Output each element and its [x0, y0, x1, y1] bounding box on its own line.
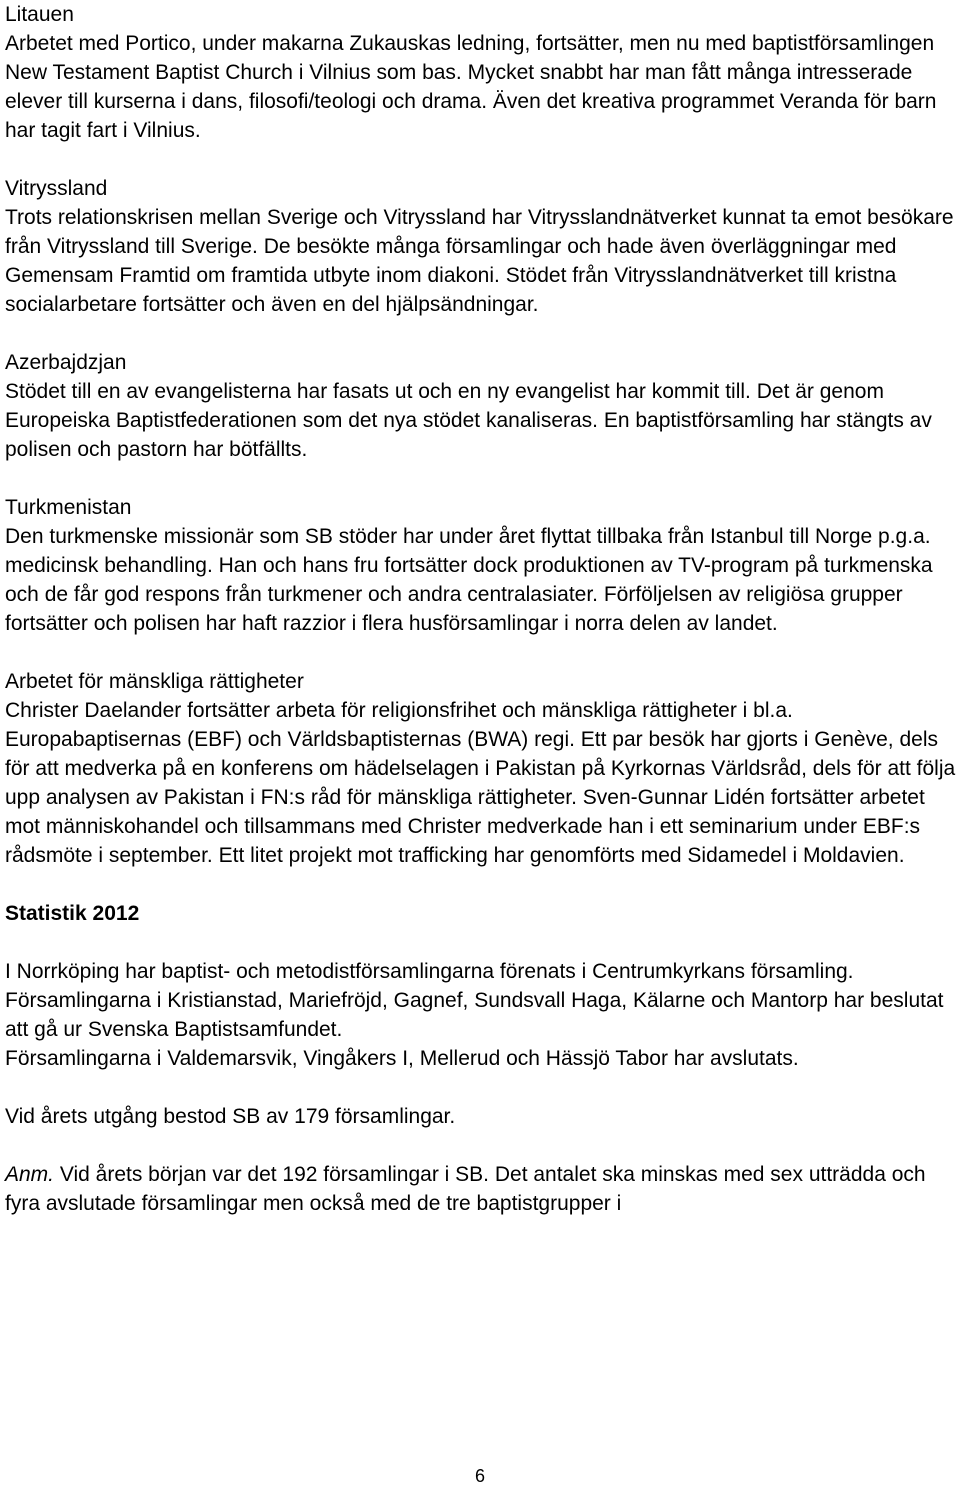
section-body: [5, 696, 957, 870]
note-text: Vid årets början var det 192 församlingar i SB. Det antalet ska minskas med sex utträdda och fyra avslutade församlingar men också med de tre baptistgrupper i: [5, 1163, 926, 1215]
section-heading: Turkmenistan: [5, 496, 132, 519]
statistik-paragraph: Församlingarna i Valdemarsvik, Vingåkers I, Mellerud och Hässjö Tabor har avslutats.: [5, 1047, 799, 1070]
section-litauen: [5, 0, 957, 145]
statistik-paragraph: Församlingarna i Kristianstad, Mariefröjd, Gagnef, Sundsvall Haga, Kälarne och Mantorp har beslutat att gå ur Svenska Baptistsamfundet.: [5, 989, 944, 1041]
section-paragraph: Den turkmenske missionär som SB stöder har under året flyttat tillbaka från Istanbul till Norge p.g.a. medicinsk behandling. Han och hans fru fortsätter dock produktionen av TV-program på turkmenska och de får god respons från turkmener och andra centralasiater. Förföljelsen av religiösa grupper fortsätter och polisen har haft razzior i flera husförsamlingar i norra delen av landet.: [5, 525, 933, 635]
section-paragraph: Christer Daelander fortsätter arbeta för religionsfrihet och mänskliga rättigheter i bl.a. Europabaptisernas (EBF) och Världsbaptisternas (BWA) regi. Ett par besök har gjorts i Genève, dels för att medverka på en konferens om hädelselagen i Pakistan på Kyrkornas Världsråd, dels för att följa upp analysen av Pakistan i FN:s råd för mänskliga rättigheter. Sven-Gunnar Lidén fortsätter arbetet mot människohandel och tillsammans med Christer medverkade han i ett seminarium under EBF:s rådsmöte i september. Ett litet projekt mot trafficking har genomförts med Sidamedel i Moldavien.: [5, 699, 956, 867]
statistik-heading: Statistik 2012: [5, 902, 140, 925]
section-body: [5, 29, 957, 145]
statistik-paragraph: I Norrköping har baptist- och metodistförsamlingarna förenats i Centrumkyrkans församling.: [5, 960, 854, 983]
section-paragraph: Stödet till en av evangelisterna har fasats ut och en ny evangelist har kommit till. Det är genom Europeiska Baptistfederationen som det nya stödet kanaliseras. En baptistförsamling har stängts av polisen och pastorn har bötfällts.: [5, 380, 932, 461]
section-body: [5, 203, 957, 319]
section-heading: Litauen: [5, 3, 74, 26]
section-body: [5, 377, 957, 464]
statistik-summary: Vid årets utgång bestod SB av 179 församlingar.: [5, 1105, 456, 1128]
statistik-note: [5, 1160, 957, 1218]
section-heading: Arbetet för mänskliga rättigheter: [5, 670, 304, 693]
section-heading: Vitryssland: [5, 177, 108, 200]
section-vitryssland: [5, 174, 957, 319]
section-paragraph: Trots relationskrisen mellan Sverige och Vitryssland har Vitrysslandnätverket kunnat ta emot besökare från Vitryssland till Sverige. De besökte många församlingar och hade även överläggningar med Gemensam Framtid om framtida utbyte inom diakoni. Stödet från Vitrysslandnätverket till kristna socialarbetare fortsätter och även en del hjälpsändningar.: [5, 206, 954, 316]
section-azerbajdzjan: [5, 348, 957, 464]
note-label: Anm.: [5, 1163, 55, 1186]
document-page: [5, 0, 957, 1218]
section-manskliga-rattigheter: [5, 667, 957, 870]
section-heading: Azerbajdzjan: [5, 351, 127, 374]
page-number: 6: [474, 1466, 485, 1486]
section-turkmenistan: [5, 493, 957, 638]
section-paragraph: Arbetet med Portico, under makarna Zukauskas ledning, fortsätter, men nu med baptistförsamlingen New Testament Baptist Church i Vilnius som bas. Mycket snabbt har man fått många intresserade elever till kurserna i dans, filosofi/teologi och drama. Även det kreativa programmet Veranda för barn har tagit fart i Vilnius.: [5, 32, 937, 142]
statistik-paragraphs: [5, 957, 957, 1073]
section-body: [5, 522, 957, 638]
